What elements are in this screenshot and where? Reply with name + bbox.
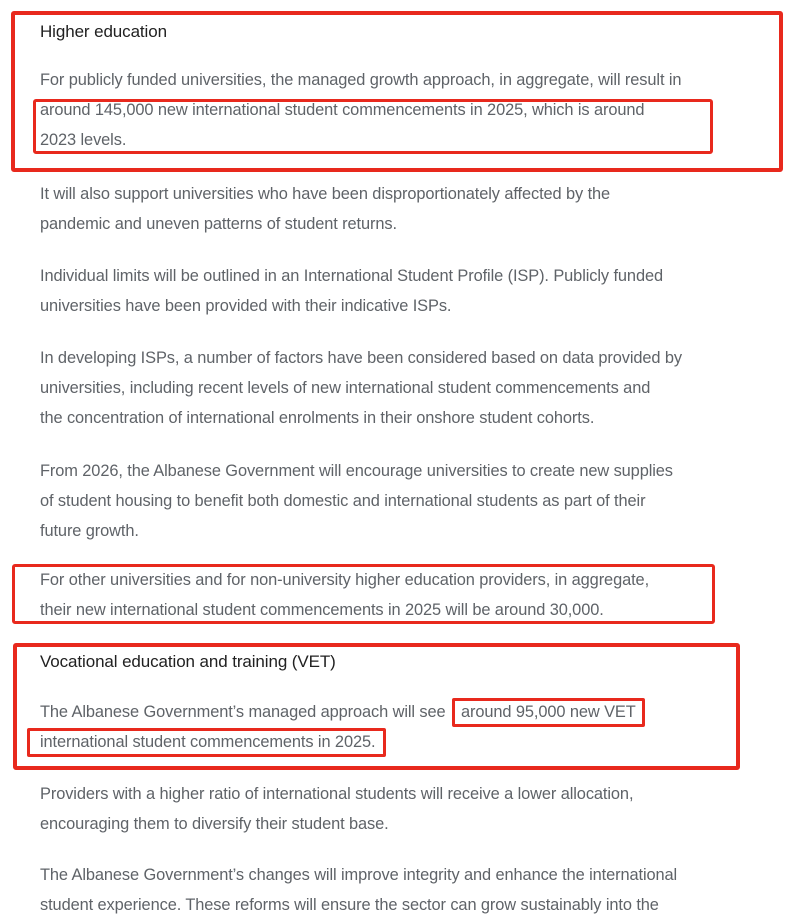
text-segment: The Albanese Government’s managed approach will see	[40, 703, 446, 721]
text-line: For other universities and for non-university higher education providers, in aggregate,	[40, 571, 650, 589]
text-line: From 2026, the Albanese Government will encourage universities to create new supplies	[40, 462, 673, 480]
paragraph-support-universities	[40, 179, 610, 239]
text-line: universities, including recent levels of new international student commencements and	[40, 379, 651, 397]
text-line: Providers with a higher ratio of international students will receive a lower allocation,	[40, 785, 634, 803]
text-line: Individual limits will be outlined in an International Student Profile (ISP). Publicly funded	[40, 267, 663, 285]
text-line	[40, 697, 645, 727]
text-line: of student housing to benefit both domestic and international students as part of their	[40, 492, 646, 510]
text-line: It will also support universities who have been disproportionately affected by the	[40, 185, 611, 203]
text-line: 2023 levels.	[40, 131, 127, 149]
paragraph-vet-managed-approach	[40, 697, 645, 757]
heading-higher-education: Higher education	[40, 22, 167, 41]
text-line: the concentration of international enrolments in their onshore student cohorts.	[40, 409, 595, 427]
text-line: around 145,000 new international student commencements in 2025, which is around	[40, 101, 645, 119]
text-line: pandemic and uneven patterns of student returns.	[40, 215, 397, 233]
text-line	[40, 727, 645, 757]
text-line: For publicly funded universities, the managed growth approach, in aggregate, will result in	[40, 71, 682, 89]
paragraph-government-changes	[40, 860, 677, 920]
paragraph-student-housing	[40, 456, 673, 546]
text-line: In developing ISPs, a number of factors have been considered based on data provided by	[40, 349, 682, 367]
paragraph-managed-growth	[40, 65, 681, 155]
paragraph-higher-ratio	[40, 779, 633, 839]
heading-vet: Vocational education and training (VET)	[40, 652, 336, 671]
paragraph-individual-limits	[40, 261, 663, 321]
text-line: their new international student commencements in 2025 will be around 30,000.	[40, 601, 604, 619]
text-line: future growth.	[40, 522, 139, 540]
annotation-box-vet-commencements-2025: international student commencements in 2025.	[27, 728, 386, 757]
text-line: universities have been provided with their indicative ISPs.	[40, 297, 452, 315]
text-line: The Albanese Government’s changes will improve integrity and enhance the international	[40, 866, 678, 884]
paragraph-other-universities	[40, 565, 649, 625]
text-line: student experience. These reforms will ensure the sector can grow sustainably into the	[40, 896, 659, 914]
annotation-box-95000-new-vet: around 95,000 new VET	[452, 698, 645, 727]
text-line: encouraging them to diversify their student base.	[40, 815, 389, 833]
paragraph-developing-isps	[40, 343, 682, 433]
